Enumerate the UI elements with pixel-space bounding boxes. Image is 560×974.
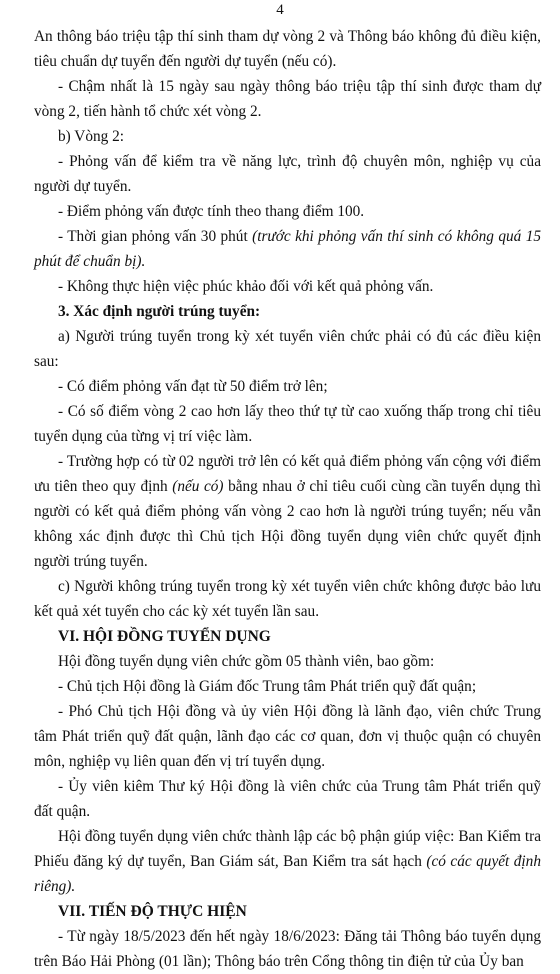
- page-number: 4: [276, 2, 284, 18]
- paragraph: [34, 199, 541, 224]
- paragraph: [34, 149, 541, 199]
- italic-text: (trước khi phỏng vấn thí sinh có không quá 15 phút để chuẩn bị).: [34, 228, 541, 270]
- text-run: - Có số điểm vòng 2 cao hơn lấy theo thứ tự từ cao xuống thấp trong chỉ tiêu tuyển dụng của từng vị trí việc làm.: [34, 403, 541, 445]
- text-run: Hội đồng tuyển dụng viên chức gồm 05 thành viên, bao gồm:: [58, 653, 435, 670]
- italic-text: (nếu có): [172, 478, 224, 495]
- text-run: An thông báo triệu tập thí sinh tham dự vòng 2 và Thông báo không đủ điều kiện, tiêu chuẩn dự tuyển đến người dự tuyển (nếu có).: [34, 28, 541, 70]
- text-run: - Chủ tịch Hội đồng là Giám đốc Trung tâm Phát triển quỹ đất quận;: [58, 678, 477, 695]
- text-run: bằng nhau ở chỉ tiêu cuối cùng cần tuyển dụng thì người có kết quả điểm phỏng vấn vòng 2 cao hơn là người trúng tuyển; nếu vẫn không xác định được thì Chủ tịch Hội đồng tuyển dụng viên chức quyết định người trúng tuyển.: [34, 478, 542, 570]
- paragraph: [34, 374, 541, 399]
- text-run: a) Người trúng tuyển trong kỳ xét tuyển viên chức phải có đủ các điều kiện sau:: [34, 328, 541, 370]
- text-run: - Không thực hiện việc phúc khảo đối với kết quả phỏng vấn.: [58, 278, 434, 295]
- text-run: - Từ ngày 18/5/2023 đến hết ngày 18/6/2023: Đăng tải Thông báo tuyển dụng trên Báo Hải Phòng (01 lần); Thông báo trên Cổng thông tin điện tử của Ủy ban: [34, 928, 541, 970]
- text-run: c) Người không trúng tuyển trong kỳ xét tuyển viên chức không được bảo lưu kết quả xét tuyển cho các kỳ xét tuyển lần sau.: [34, 578, 541, 620]
- italic-text: (có các quyết định riêng).: [34, 853, 541, 895]
- paragraph: [34, 674, 541, 699]
- bold-text: 3. Xác định người trúng tuyển:: [58, 303, 261, 320]
- text-run: - Chậm nhất là 15 ngày sau ngày thông báo triệu tập thí sinh được tham dự vòng 2, tiến hành tổ chức xét vòng 2.: [34, 78, 541, 120]
- text-run: - Điểm phỏng vấn được tính theo thang điểm 100.: [58, 203, 365, 220]
- paragraph: [34, 74, 541, 124]
- paragraph: [34, 299, 541, 324]
- section-heading: [34, 624, 541, 649]
- bold-text: VI. HỘI ĐỒNG TUYỂN DỤNG: [58, 628, 271, 645]
- paragraph: [34, 574, 541, 624]
- paragraph: [34, 699, 541, 774]
- paragraph: [34, 24, 541, 74]
- text-run: - Ủy viên kiêm Thư ký Hội đồng là viên chức của Trung tâm Phát triển quỹ đất quận.: [34, 778, 541, 820]
- text-run: - Phó Chủ tịch Hội đồng và ủy viên Hội đồng là lãnh đạo, viên chức Trung tâm Phát triển quỹ đất quận, lãnh đạo các cơ quan, đơn vị thuộc quận có chuyên môn, nghiệp vụ liên quan đến vị trí tuyển dụng.: [34, 703, 541, 770]
- section-heading: [34, 899, 541, 924]
- text-run: - Thời gian phỏng vấn 30 phút: [58, 228, 253, 245]
- paragraph: [34, 774, 541, 824]
- paragraph: [34, 924, 541, 974]
- paragraph: [34, 274, 541, 299]
- paragraph: [34, 224, 541, 274]
- document-body: [34, 24, 541, 974]
- text-run: - Có điểm phỏng vấn đạt từ 50 điểm trở lên;: [58, 378, 328, 395]
- text-run: - Trường hợp có từ 02 người trở lên có kết quả điểm phỏng vấn cộng với điểm ưu tiên theo quy định: [34, 453, 541, 495]
- bold-text: VII. TIẾN ĐỘ THỰC HIỆN: [58, 903, 247, 920]
- paragraph: [34, 649, 541, 674]
- text-run: Hội đồng tuyển dụng viên chức thành lập các bộ phận giúp việc: Ban Kiểm tra Phiếu đăng ký dự tuyển, Ban Giám sát, Ban Kiểm tra sát hạch: [34, 828, 541, 870]
- paragraph: [34, 399, 541, 449]
- paragraph: [34, 449, 541, 574]
- text-run: - Phỏng vấn để kiểm tra về năng lực, trình độ chuyên môn, nghiệp vụ của người dự tuyển.: [34, 153, 541, 195]
- text-run: b) Vòng 2:: [58, 128, 125, 145]
- paragraph: [34, 124, 541, 149]
- paragraph: [34, 324, 541, 374]
